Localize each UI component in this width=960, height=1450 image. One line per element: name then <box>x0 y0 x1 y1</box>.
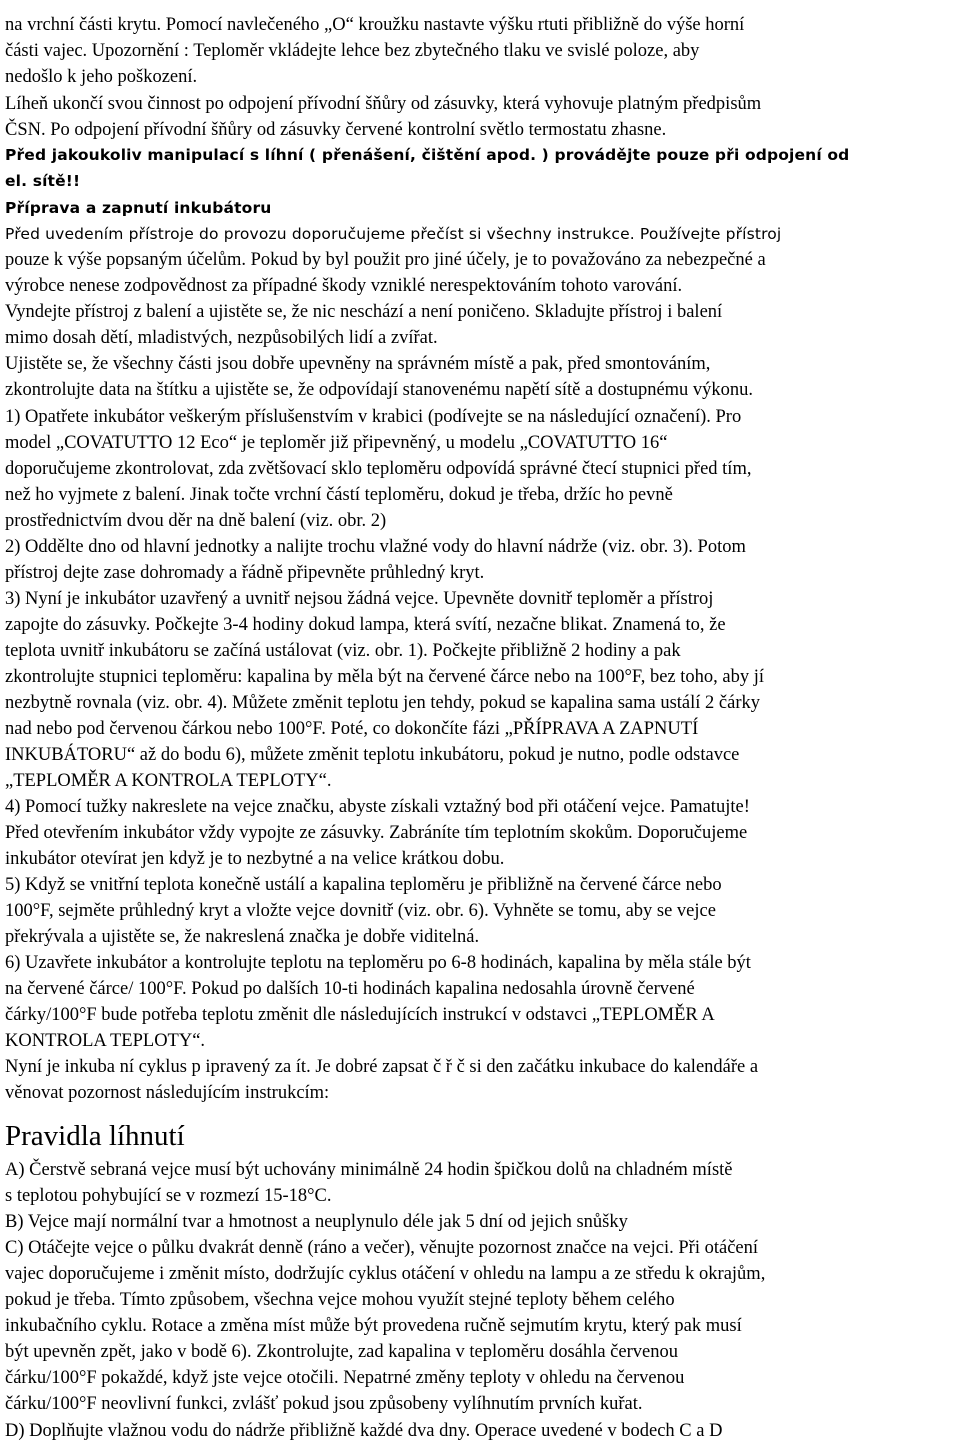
text-line: věnovat pozornost následujícím instrukcím: <box>5 1083 330 1103</box>
text-line: zkontrolujte stupnici teploměru: kapalina by měla být na červené čárce nebo na 100°F, bez toho, aby jí <box>5 667 765 687</box>
warning-line: el. sítě!! <box>5 172 81 190</box>
text-line: Vyndejte přístroj z balení a ujistěte se, že nic neschází a není poničeno. Skladujte přístroj i balení <box>5 302 723 322</box>
text-line: 5) Když se vnitřní teplota konečně ustálí a kapalina teploměru je přibližně na červené čárce nebo <box>5 875 722 895</box>
text-line: pokud je třeba. Tímto způsobem, všechna vejce mohou využít stejné teploty během celého <box>5 1290 675 1310</box>
text-line: Před uvedením přístroje do provozu doporučujeme přečíst si všechny instrukce. Používejte přístroj <box>5 225 782 243</box>
text-line: výrobce nenese zodpovědnost za případné škody vzniklé nerespektováním tohoto varování. <box>5 276 683 296</box>
text-line: doporučujeme zkontrolovat, zda zvětšovací sklo teploměru odpovídá správné čtecí stupnici před tím, <box>5 459 752 479</box>
text-line: s teplotou pohybující se v rozmezí 15-18°C. <box>5 1186 332 1206</box>
text-line: pouze k výše popsaným účelům. Pokud by byl použit pro jiné účely, je to považováno za nebezpečné a <box>5 250 766 270</box>
text-line: na červené čárce/ 100°F. Pokud po dalších 10-ti hodinách kapalina nedosahla úrovně červené <box>5 979 695 999</box>
text-line: A) Čerstvě sebraná vejce musí být uchovány minimálně 24 hodin špičkou dolů na chladném místě <box>5 1160 733 1180</box>
text-line: přístroj dejte zase dohromady a řádně připevněte průhledný kryt. <box>5 563 485 583</box>
text-line: než ho vyjmete z balení. Jinak točte vrchní částí teploměru, dokud je třeba, držíc ho pevně <box>5 485 673 505</box>
text-line: vajec doporučujeme i změnit místo, dodržujíc cyklus otáčení v ohledu na lampu a ze středu k okrajům, <box>5 1264 766 1284</box>
text-line: čárku/100°F neovlivní funkci, zvlášť pokud jsou způsobeny vylíhnutím prvních kuřat. <box>5 1394 643 1414</box>
text-line: KONTROLA TEPLOTY“. <box>5 1031 206 1051</box>
text-line: ČSN. Po odpojení přívodní šňůry od zásuvky červené kontrolní světlo termostatu zhasne. <box>5 120 667 140</box>
text-line: inkubačního cyklu. Rotace a změna míst může být provedena ručně sejmutím krytu, který pak musí <box>5 1316 742 1336</box>
text-line: zapojte do zásuvky. Počkejte 3-4 hodiny dokud lampa, která svítí, nezačne blikat. Znamená to, že <box>5 615 726 635</box>
text-line: model „COVATUTTO 12 Eco“ je teploměr již připevněný, u modelu „COVATUTTO 16“ <box>5 433 668 453</box>
text-line: nedošlo k jeho poškození. <box>5 67 198 87</box>
text-line: C) Otáčejte vejce o půlku dvakrát denně (ráno a večer), věnujte pozornost značce na vejci. Při otáčení <box>5 1238 759 1258</box>
text-line: na vrchní části krytu. Pomocí navlečeného „O“ kroužku nastavte výšku rtuti přibližně do výše horní <box>5 15 745 35</box>
text-line: být upevněn zpět, jako v bodě 6). Zkontrolujte, zad kapalina v teploměru dosáhla červenou <box>5 1342 678 1362</box>
heading-pravidla: Pravidla líhnutí <box>5 1120 185 1152</box>
text-line: zkontrolujte data na štítku a ujistěte se, že odpovídají stanovenému napětí sítě a dostupnému výkonu. <box>5 380 754 400</box>
text-line: překrývala a ujistěte se, že nakreslená značka je dobře viditelná. <box>5 927 480 947</box>
text-line: teplota uvnitř inkubátoru se začíná ustálovat (viz. obr. 1). Počkejte přibližně 2 hodiny a pak <box>5 641 681 661</box>
text-line: Před otevřením inkubátor vždy vypojte ze zásuvky. Zabráníte tím teplotním skokům. Doporučujeme <box>5 823 748 843</box>
text-line: 4) Pomocí tužky nakreslete na vejce značku, abyste získali vztažný bod při otáčení vejce. Pamatujte! <box>5 797 750 817</box>
text-line: 3) Nyní je inkubátor uzavřený a uvnitř nejsou žádná vejce. Upevněte dovnitř teploměr a přístroj <box>5 589 714 609</box>
text-line: nad nebo pod červenou čárkou nebo 100°F. Poté, co dokončíte fázi „PŘÍPRAVA A ZAPNUTÍ <box>5 719 699 739</box>
text-line: nezbytně rovnala (viz. obr. 4). Můžete změnit teplotu jen tehdy, pokud se kapalina sama ustálí 2 čárky <box>5 693 761 713</box>
text-line: Líheň ukončí svou činnost po odpojení přívodní šňůry od zásuvky, která vyhovuje platným předpisům <box>5 94 762 114</box>
text-line: mimo dosah dětí, mladistvých, nezpůsobilých lidí a zvířat. <box>5 328 438 348</box>
text-line: INKUBÁTORU“ až do bodu 6), můžete změnit teplotu inkubátoru, pokud je nutno, podle odstavce <box>5 745 740 765</box>
text-line: „TEPLOMĚR A KONTROLA TEPLOTY“. <box>5 771 332 791</box>
section-heading: Příprava a zapnutí inkubátoru <box>5 199 272 217</box>
text-line: Nyní je inkuba ní cyklus p ipravený za ít. Je dobré zapsat č ř č si den začátku inkubace do kalendáře a <box>5 1057 759 1077</box>
text-line: 100°F, sejměte průhledný kryt a vložte vejce dovnitř (viz. obr. 6). Vyhněte se tomu, aby se vejce <box>5 901 716 921</box>
text-line: čárky/100°F bude potřeba teplotu změnit dle následujících instrukcí v odstavci „TEPLOMĚR A <box>5 1005 715 1025</box>
text-line: 1) Opatřete inkubátor veškerým příslušenstvím v krabici (podívejte se na následující označení). Pro <box>5 407 742 427</box>
text-line: 6) Uzavřete inkubátor a kontrolujte teplotu na teploměru po 6-8 hodinách, kapalina by měla stále být <box>5 953 751 973</box>
warning-line: Před jakoukoliv manipulací s líhní ( přenášení, čištění apod. ) provádějte pouze při odpojení od <box>5 146 850 164</box>
text-line: prostřednictvím dvou děr na dně balení (viz. obr. 2) <box>5 511 387 531</box>
text-line: B) Vejce mají normální tvar a hmotnost a neuplynulo déle jak 5 dní od jejich snůšky <box>5 1212 628 1232</box>
text-line: 2) Oddělte dno od hlavní jednotky a nalijte trochu vlažné vody do hlavní nádrže (viz. obr. 3). Potom <box>5 537 746 557</box>
text-line: čárku/100°F pokaždé, když jste vejce otočili. Nepatrné změny teploty v ohledu na červenou <box>5 1368 685 1388</box>
text-line: D) Doplňujte vlažnou vodu do nádrže přibližně každé dva dny. Operace uvedené v bodech C a D <box>5 1421 723 1441</box>
text-line: Ujistěte se, že všechny části jsou dobře upevněny na správném místě a pak, před smontováním, <box>5 354 711 374</box>
text-line: části vajec. Upozornění : Teploměr vkládejte lehce bez zbytečného tlaku ve svislé poloze, aby <box>5 41 700 61</box>
text-line: inkubátor otevírat jen když je to nezbytné a na velice krátkou dobu. <box>5 849 505 869</box>
